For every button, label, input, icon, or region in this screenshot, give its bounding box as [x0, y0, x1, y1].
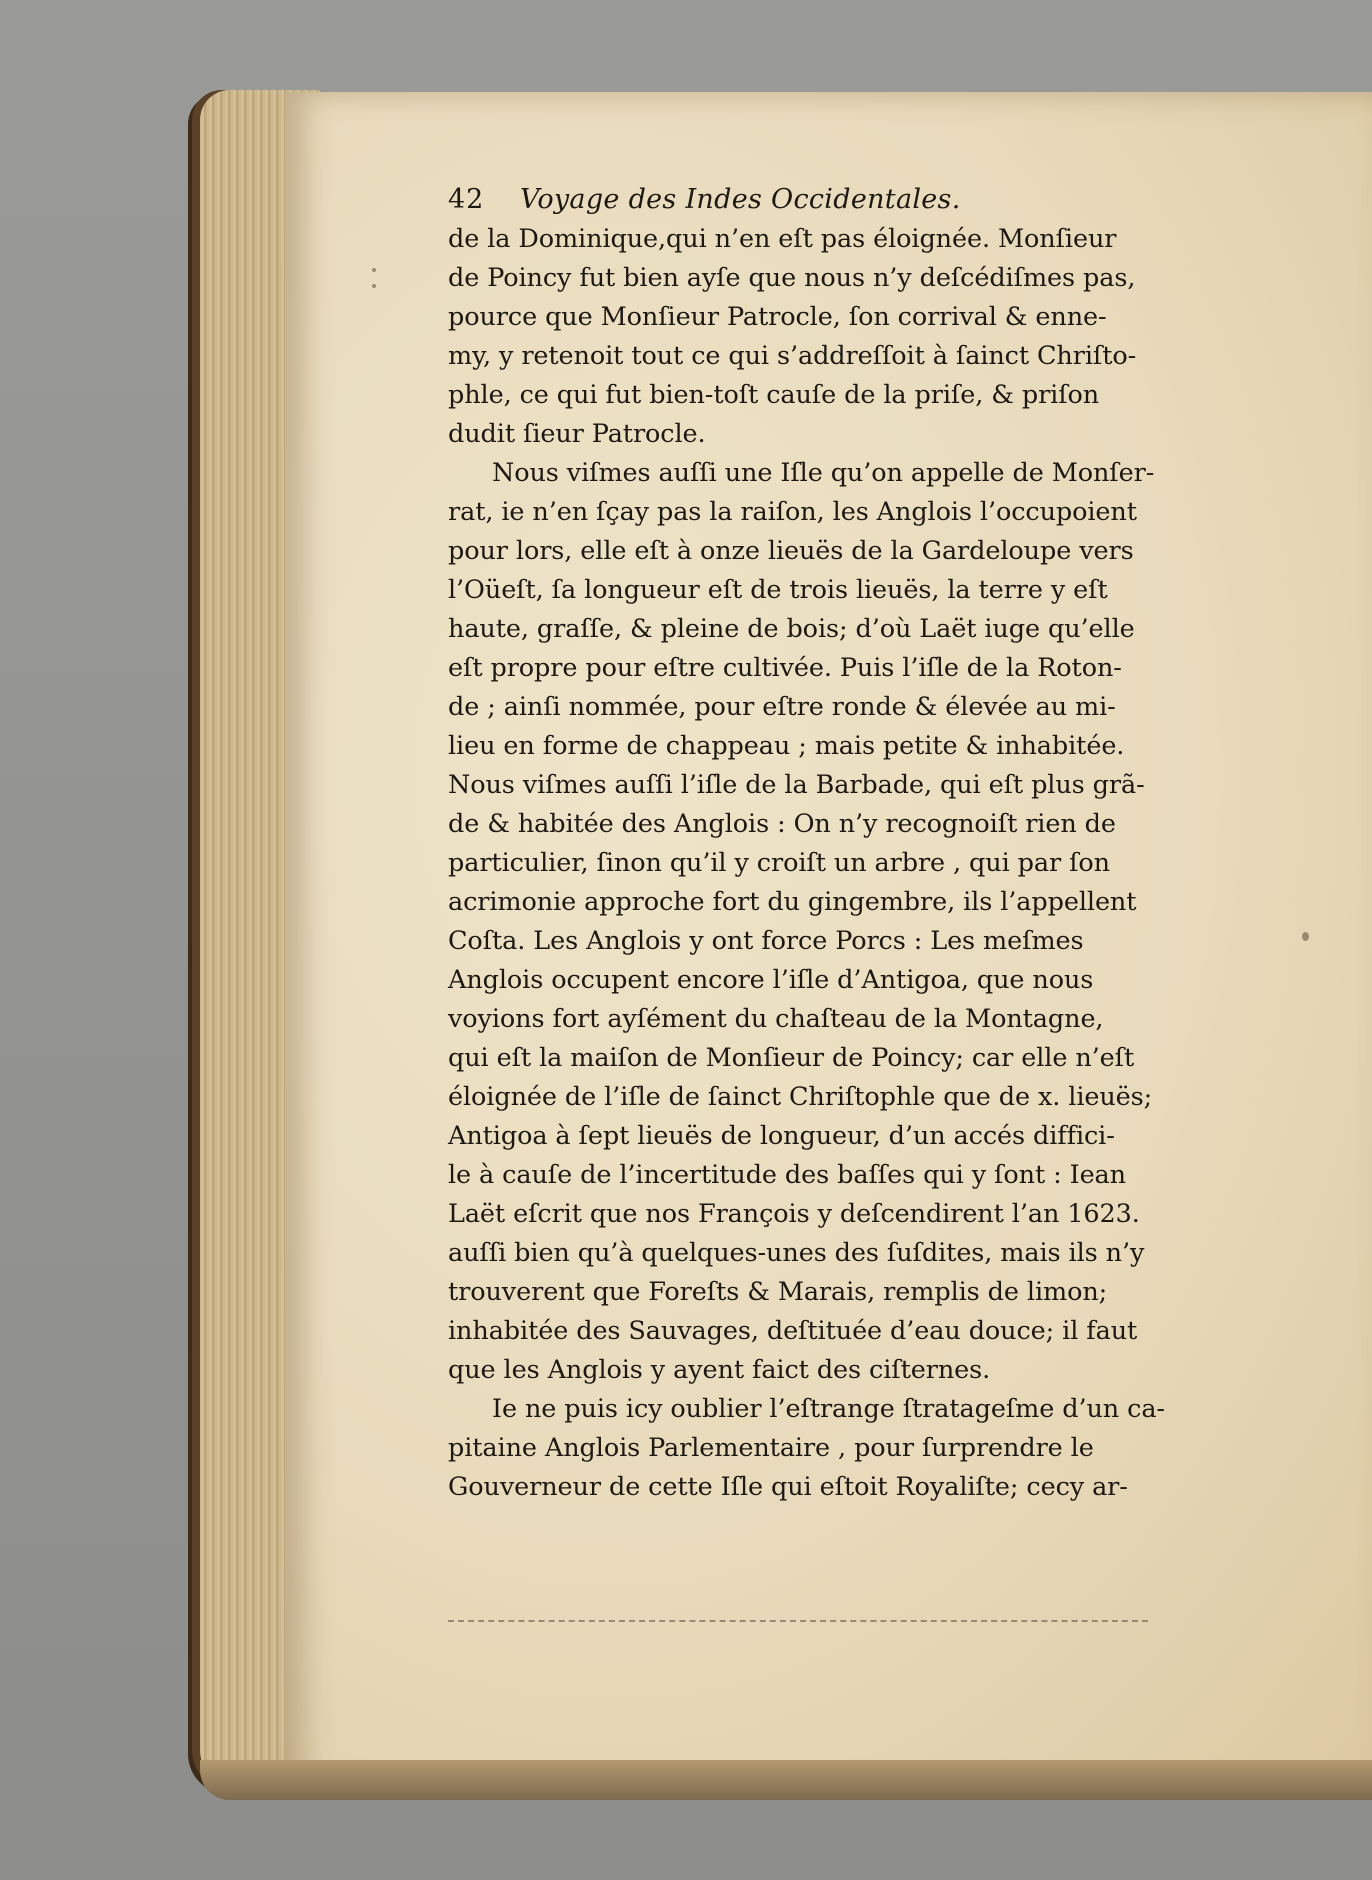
page-number: 42 — [448, 184, 485, 215]
text-line: qui eſt la maiſon de Monſieur de Poincy; car elle n’eſt — [448, 1043, 1135, 1073]
text-line: que les Anglois y ayent faict des ciſternes. — [448, 1355, 991, 1385]
text-line: l’Oüeſt, ſa longueur eſt de trois lieuës, la terre y eſt — [448, 575, 1108, 605]
text-line: voyions fort ayſément du chaſteau de la Montagne, — [448, 1004, 1104, 1034]
text-line: my, y retenoit tout ce qui s’addreſſoit à ſainct Chriſto- — [448, 341, 1137, 371]
page-bottom-edge — [200, 1760, 1372, 1800]
running-title: Voyage des Indes Occidentales. — [520, 184, 961, 215]
text-line: inhabitée des Sauvages, deſtituée d’eau douce; il faut — [448, 1316, 1138, 1346]
text-line: Laët eſcrit que nos François y deſcendirent l’an 1623. — [448, 1199, 1140, 1229]
bottom-rule — [448, 1620, 1148, 1625]
text-line: Gouverneur de cette Iſle qui eſtoit Royaliſte; cecy ar- — [448, 1472, 1128, 1502]
text-line: Nous viſmes auſſi l’iſle de la Barbade, qui eſt plus grã- — [448, 770, 1145, 800]
text-line: Anglois occupent encore l’iſle d’Antigoa, que nous — [448, 965, 1094, 995]
text-line: rat, ie n’en ſçay pas la raiſon, les Anglois l’occupoient — [448, 497, 1137, 527]
page-header — [448, 180, 1248, 220]
margin-speck — [372, 268, 376, 272]
text-line: lieu en forme de chappeau ; mais petite & inhabitée. — [448, 731, 1125, 761]
text-line: haute, graſſe, & pleine de bois; d’où Laët iuge qu’elle — [448, 614, 1135, 644]
text-line: dudit ſieur Patrocle. — [448, 419, 706, 449]
margin-speck — [1302, 932, 1309, 941]
text-line: acrimonie approche fort du gingembre, ils l’appellent — [448, 887, 1137, 917]
text-line: particulier, ſinon qu’il y croiſt un arbre , qui par ſon — [448, 848, 1110, 878]
text-line: Antigoa à ſept lieuës de longueur, d’un accés diffici- — [448, 1121, 1115, 1151]
text-line: pour lors, elle eſt à onze lieuës de la Gardeloupe vers — [448, 536, 1134, 566]
text-line: auſſi bien qu’à quelques-unes des ſuſdites, mais ils n’y — [448, 1238, 1145, 1268]
paragraph-start-line: Nous viſmes auſſi une Iſle qu’on appelle de Monſer- — [492, 458, 1155, 488]
text-line: eſt propre pour eſtre cultivée. Puis l’iſle de la Roton- — [448, 653, 1122, 683]
text-line: Coſta. Les Anglois y ont force Porcs : Les meſmes — [448, 926, 1084, 956]
text-line: de & habitée des Anglois : On n’y recognoiſt rien de — [448, 809, 1116, 839]
text-line: phle, ce qui fut bien-toſt cauſe de la priſe, & priſon — [448, 380, 1100, 410]
text-line: trouverent que Foreſts & Marais, remplis de limon; — [448, 1277, 1108, 1307]
text-line: éloignée de l’iſle de ſainct Chriſtophle que de x. lieuës; — [448, 1082, 1153, 1112]
text-line: de ; ainſi nommée, pour eſtre ronde & élevée au mi- — [448, 692, 1116, 722]
text-line: pitaine Anglois Parlementaire , pour ſurprendre le — [448, 1433, 1094, 1463]
text-line: le à cauſe de l’incertitude des baſſes qui y ſont : Iean — [448, 1160, 1126, 1190]
text-line: de la Dominique,qui n’en eſt pas éloignée. Monſieur — [448, 224, 1117, 254]
margin-speck — [372, 284, 376, 288]
page-text — [448, 180, 1248, 1507]
paragraph-start-line: Ie ne puis icy oublier l’eſtrange ſtratageſme d’un ca- — [492, 1394, 1165, 1424]
text-line: de Poincy fut bien ayſe que nous n’y deſcédiſmes pas, — [448, 263, 1136, 293]
text-line: pource que Monſieur Patrocle, ſon corrival & enne- — [448, 302, 1107, 332]
